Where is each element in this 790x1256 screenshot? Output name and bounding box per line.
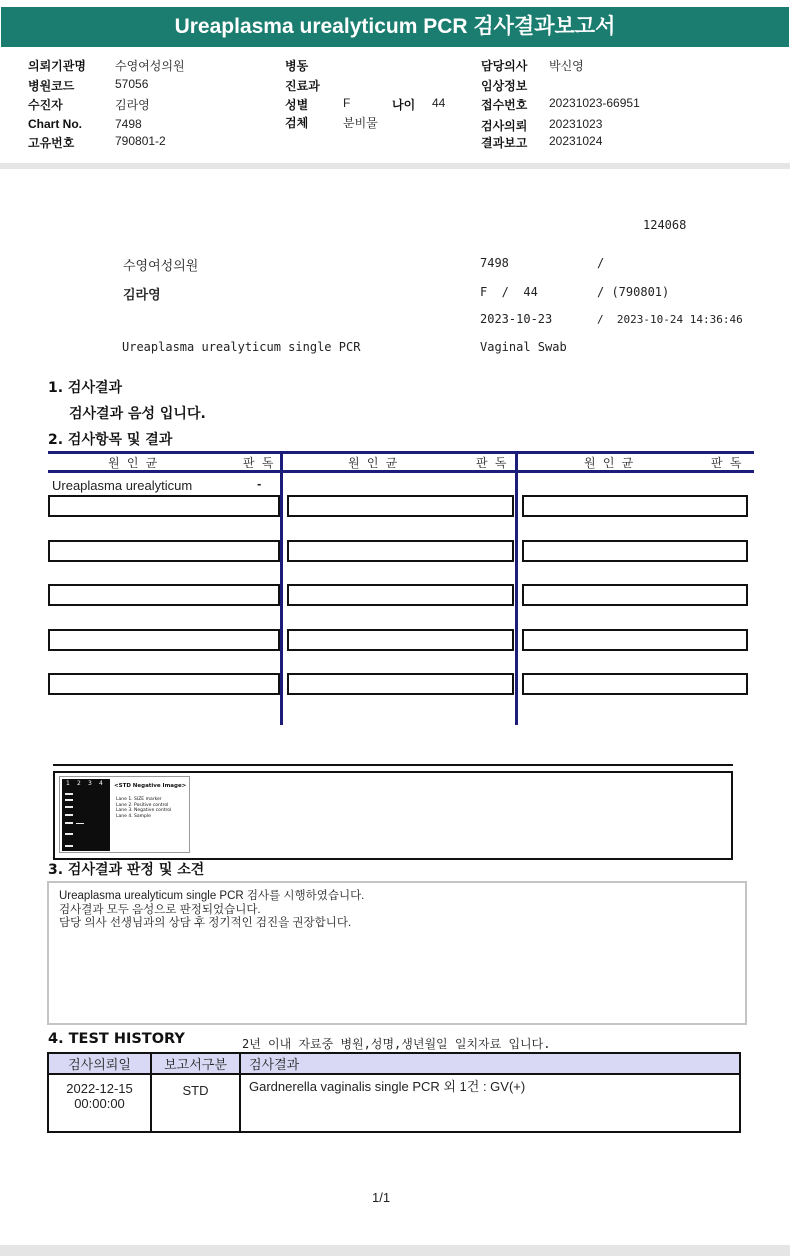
receipt-no-value: 20231023-66951 [549,96,640,110]
grid-divider-2 [515,451,518,725]
col-header-reading-2: 판 독 [476,456,507,470]
header-separator [0,163,790,169]
section3-title: 3. 검사결과 판정 및 소견 [48,862,205,878]
empty-cell [287,629,514,651]
gel-band [65,806,73,808]
chart-no-value: 7498 [115,117,142,131]
specimen-value: 분비물 [343,116,378,130]
opinion-line: Ureaplasma urealyticum single PCR 검사를 시행하였습니다. [59,890,365,902]
chart-no-label: Chart No. [28,117,82,131]
summary-birth: / (790801) [597,285,670,299]
empty-cell [522,584,748,606]
age-label: 나이 [392,98,416,112]
doctor-label: 담당의사 [481,59,528,73]
gel-band [65,814,73,816]
gel-legend [116,797,171,819]
history-time: 00:00:00 [74,1096,125,1111]
report-date-value: 20231024 [549,134,603,148]
gel-caption-title: <STD Negative Image> [114,783,187,789]
empty-cell [48,495,280,517]
grid-divider-1 [280,451,283,725]
history-note: 2년 이내 자료중 병원,성명,생년월일 일치자료 입니다. [242,1037,551,1051]
gel-band [65,793,73,795]
footer-separator [0,1245,790,1256]
gel-top-rule [53,764,733,766]
history-col-type: 보고서구분 [151,1053,240,1074]
col-header-reading-1: 판 독 [243,456,274,470]
summary-chart-no: 7498 [480,256,509,270]
empty-cell [287,584,514,606]
request-date-label: 검사의뢰 [481,119,528,133]
doctor-value: 박신영 [549,59,584,73]
opinion-line: 담당 의사 선생님과의 상담 후 정기적인 검진을 권장합니다. [59,917,352,929]
lane-number: 2 [77,780,81,787]
clinical-info-label: 임상정보 [481,79,528,93]
history-date: 2022-12-15 [66,1081,133,1096]
history-col-date: 검사의뢰일 [48,1053,151,1074]
section4-title: 4. TEST HISTORY [48,1031,185,1047]
history-table [47,1052,741,1133]
result-pathogen: Ureaplasma urealyticum [52,478,193,493]
gel-legend-item: Lane 4. Sample [116,813,151,819]
gel-image [59,776,190,853]
empty-cell [48,540,280,562]
history-date-cell [48,1074,151,1132]
history-header-row [48,1053,740,1074]
lane-number: 1 [66,780,70,787]
report-number: 124068 [643,218,687,232]
gel-photo [62,779,110,851]
age-value: 44 [432,96,446,110]
gel-band [65,845,73,847]
empty-cell [287,673,514,695]
summary-report-datetime: / 2023-10-24 14:36:46 [597,313,743,326]
hospital-code-value: 57056 [115,77,149,91]
sex-label: 성별 [285,98,309,112]
patient-value: 김라영 [115,98,150,112]
summary-request-date: 2023-10-23 [480,312,553,326]
history-col-result: 검사결과 [240,1053,740,1074]
empty-cell [522,629,748,651]
page-number: 1/1 [372,1190,391,1205]
empty-cell [287,540,514,562]
unique-id-label: 고유번호 [28,136,75,150]
empty-cell [522,673,748,695]
empty-cell [48,584,280,606]
lane-number: 4 [99,780,103,787]
gel-band [65,822,73,824]
summary-sex-age: F / 44 [480,285,538,299]
patient-label: 수진자 [28,98,63,112]
summary-hospital: 수영여성의원 [123,258,199,273]
history-type: STD [151,1074,240,1132]
receipt-no-label: 접수번호 [481,98,528,112]
empty-cell [287,495,514,517]
summary-slash: / [597,256,605,270]
opinion-line: 검사결과 모두 음성으로 판정되었습니다. [59,903,261,916]
summary-specimen: Vaginal Swab [480,340,567,354]
opinion-box [47,881,747,1025]
gel-band [65,799,73,801]
hospital-name-value: 수영여성의원 [115,59,185,73]
summary-patient-name: 김라영 [123,287,161,302]
empty-cell [522,540,748,562]
lane-number: 3 [88,780,92,787]
specimen-label: 검체 [285,116,309,130]
gel-band [76,823,84,824]
sex-value: F [343,96,351,110]
section2-title: 2. 검사항목 및 결과 [48,432,173,448]
history-row [48,1074,740,1132]
dept-label: 진료과 [285,79,320,93]
summary-test-name: Ureaplasma urealyticum single PCR [122,340,361,354]
unique-id-value: 790801-2 [115,134,166,148]
col-header-pathogen-2: 원 인 균 [348,456,398,470]
gel-legend-item: Lane 3. Negative control [116,808,172,813]
col-header-reading-3: 판 독 [711,456,742,470]
gel-legend-item: Lane 1. SIZE marker [116,797,162,802]
hospital-code-label: 병원코드 [28,79,75,93]
empty-cell [48,629,280,651]
col-header-pathogen-3: 원 인 균 [584,456,634,470]
section1-title: 1. 검사결과 [48,380,123,396]
ward-label: 병동 [285,59,309,73]
section1-result-text: 검사결과 음성 입니다. [69,406,206,422]
gel-legend-item: Lane 2. Positive control [116,802,169,808]
gel-band [65,833,73,835]
report-title: Ureaplasma urealyticum PCR 검사결과보고서 [1,7,789,47]
history-result: Gardnerella vaginalis single PCR 외 1건 : GV(+) [240,1074,740,1132]
col-header-pathogen-1: 원 인 균 [108,456,158,470]
empty-cell [48,673,280,695]
report-date-label: 결과보고 [481,136,528,150]
request-date-value: 20231023 [549,117,603,131]
hospital-name-label: 의뢰기관명 [28,59,86,73]
result-reading: - [257,476,262,491]
empty-cell [522,495,748,517]
